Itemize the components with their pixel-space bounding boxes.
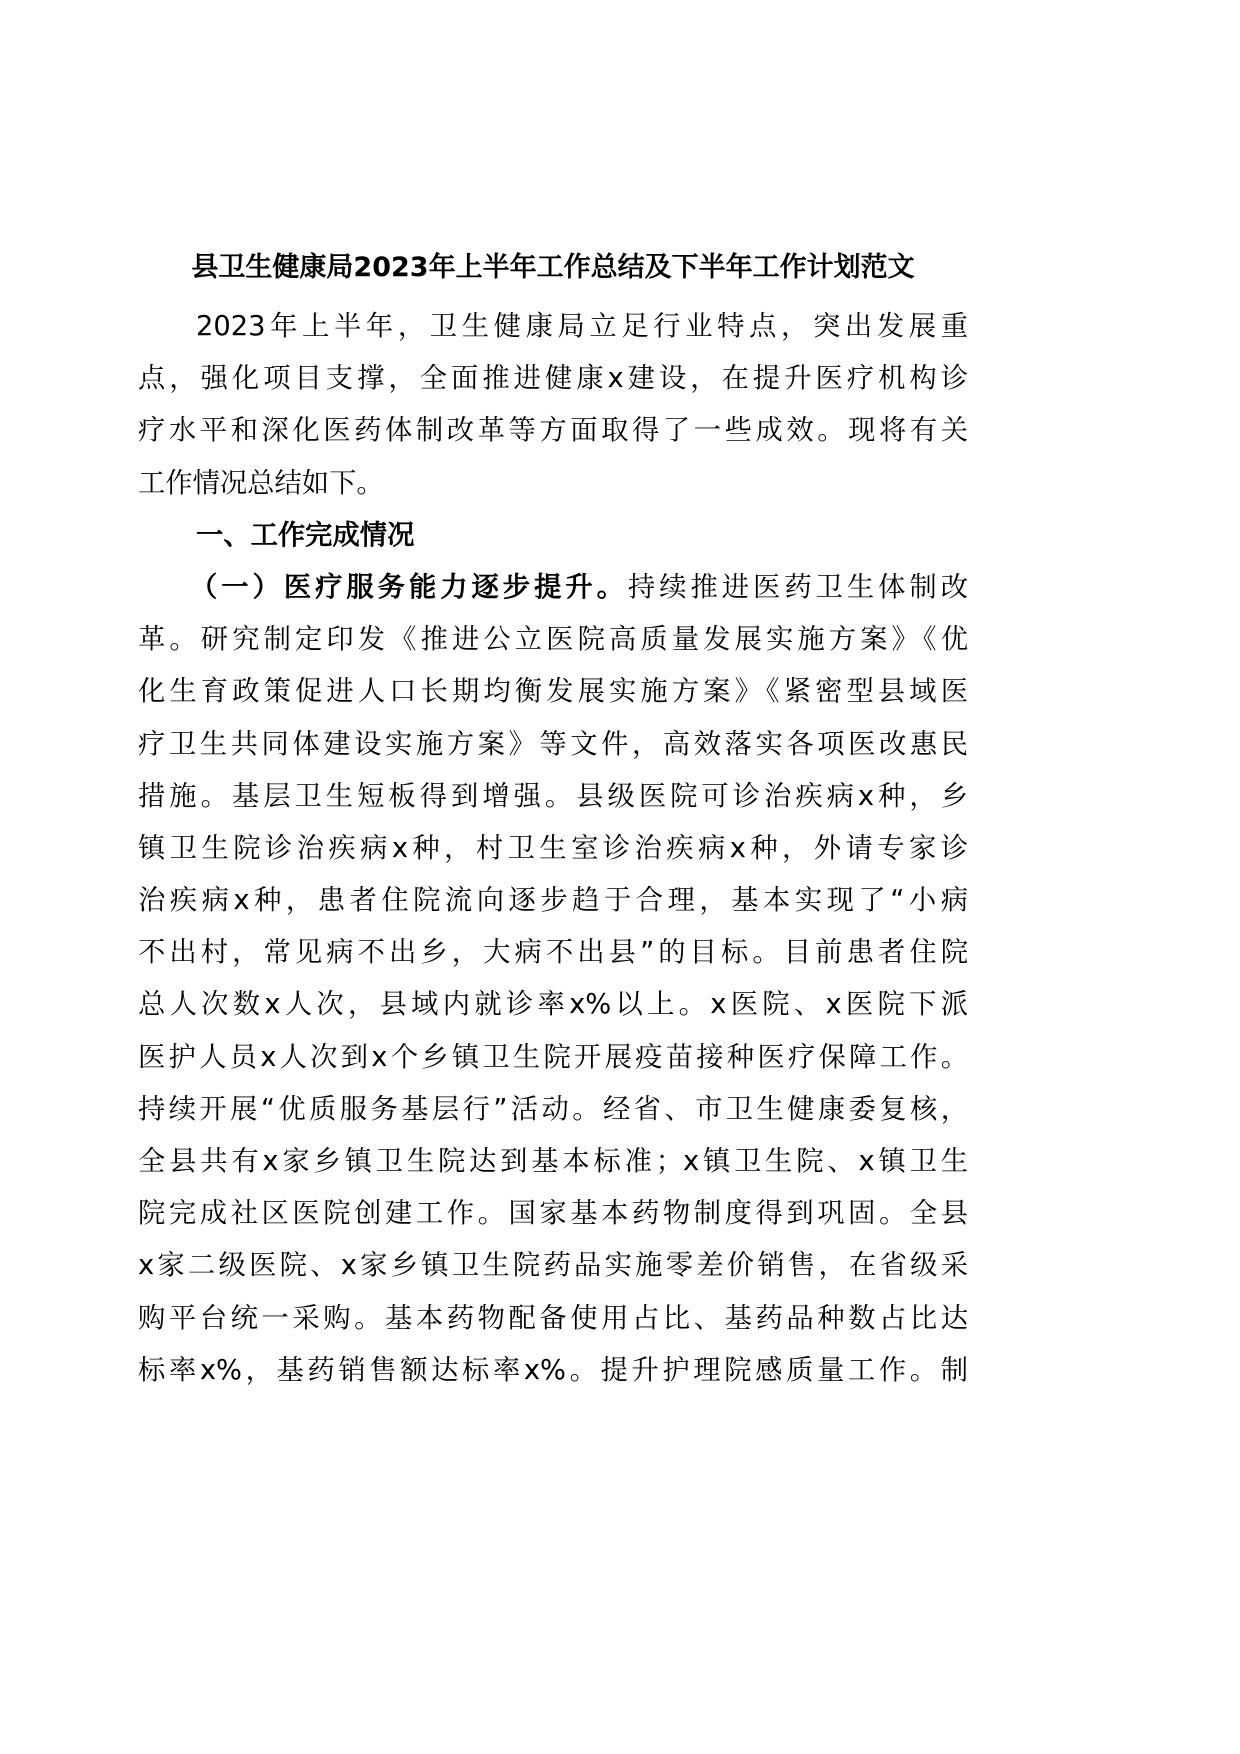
document-title: 县卫生健康局2023年上半年工作总结及下半年工作计划范文 <box>191 252 915 283</box>
intro-line-4: 工作情况总结如下。 <box>138 467 384 499</box>
subsection-line-1 <box>138 562 968 614</box>
body-line: 治疾病x种，患者住院流向逐步趋于合理，基本实现了“小病 <box>138 885 968 917</box>
body-line: 不出村，常见病不出乡，大病不出县”的目标。目前患者住院 <box>138 937 968 969</box>
body-line: x家二级医院、x家乡镇卫生院药品实施零差价销售，在省级采 <box>138 1250 968 1282</box>
body-line: 总人次数x人次，县域内就诊率x%以上。x医院、x医院下派 <box>138 989 968 1021</box>
intro-paragraph <box>138 301 968 510</box>
subsection-line-1-text: 持续推进医药卫生体制改 <box>627 571 969 603</box>
document-page <box>138 243 968 1397</box>
section-heading-block <box>138 510 968 562</box>
body-line: 疗卫生共同体建设实施方案》等文件，高效落实各项医改惠民 <box>138 728 968 760</box>
body-line: 化生育政策促进人口长期均衡发展实施方案》《紧密型县域医 <box>138 676 968 708</box>
body-line: 购平台统一采购。基本药物配备使用占比、基药品种数占比达 <box>138 1302 968 1334</box>
section-heading: 一、工作完成情况 <box>196 519 415 551</box>
body-line: 医护人员x人次到x个乡镇卫生院开展疫苗接种医疗保障工作。 <box>138 1041 968 1073</box>
intro-line-2: 点，强化项目支撑，全面推进健康x建设，在提升医疗机构诊 <box>138 363 968 395</box>
body-line: 院完成社区医院创建工作。国家基本药物制度得到巩固。全县 <box>138 1198 968 1230</box>
body-line: 标率x%，基药销售额达标率x%。提升护理院感质量工作。制 <box>138 1354 968 1386</box>
body-line: 革。研究制定印发《推进公立医院高质量发展实施方案》《优 <box>138 624 968 656</box>
subsection-paragraph <box>138 562 968 1397</box>
body-line: 全县共有x家乡镇卫生院达到基本标准；x镇卫生院、x镇卫生 <box>138 1146 968 1177</box>
subsection-heading: （一）医疗服务能力逐步提升。 <box>190 571 628 603</box>
intro-line-3: 疗水平和深化医药体制改革等方面取得了一些成效。现将有关 <box>138 415 968 447</box>
body-line: 措施。基层卫生短板得到增强。县级医院可诊治疾病x种，乡 <box>138 780 968 812</box>
body-line: 镇卫生院诊治疾病x种，村卫生室诊治疾病x种，外请专家诊 <box>138 832 968 864</box>
intro-line-1: 2023年上半年，卫生健康局立足行业特点，突出发展重 <box>196 311 968 342</box>
body-line: 持续开展“优质服务基层行”活动。经省、市卫生健康委复核， <box>138 1093 968 1125</box>
